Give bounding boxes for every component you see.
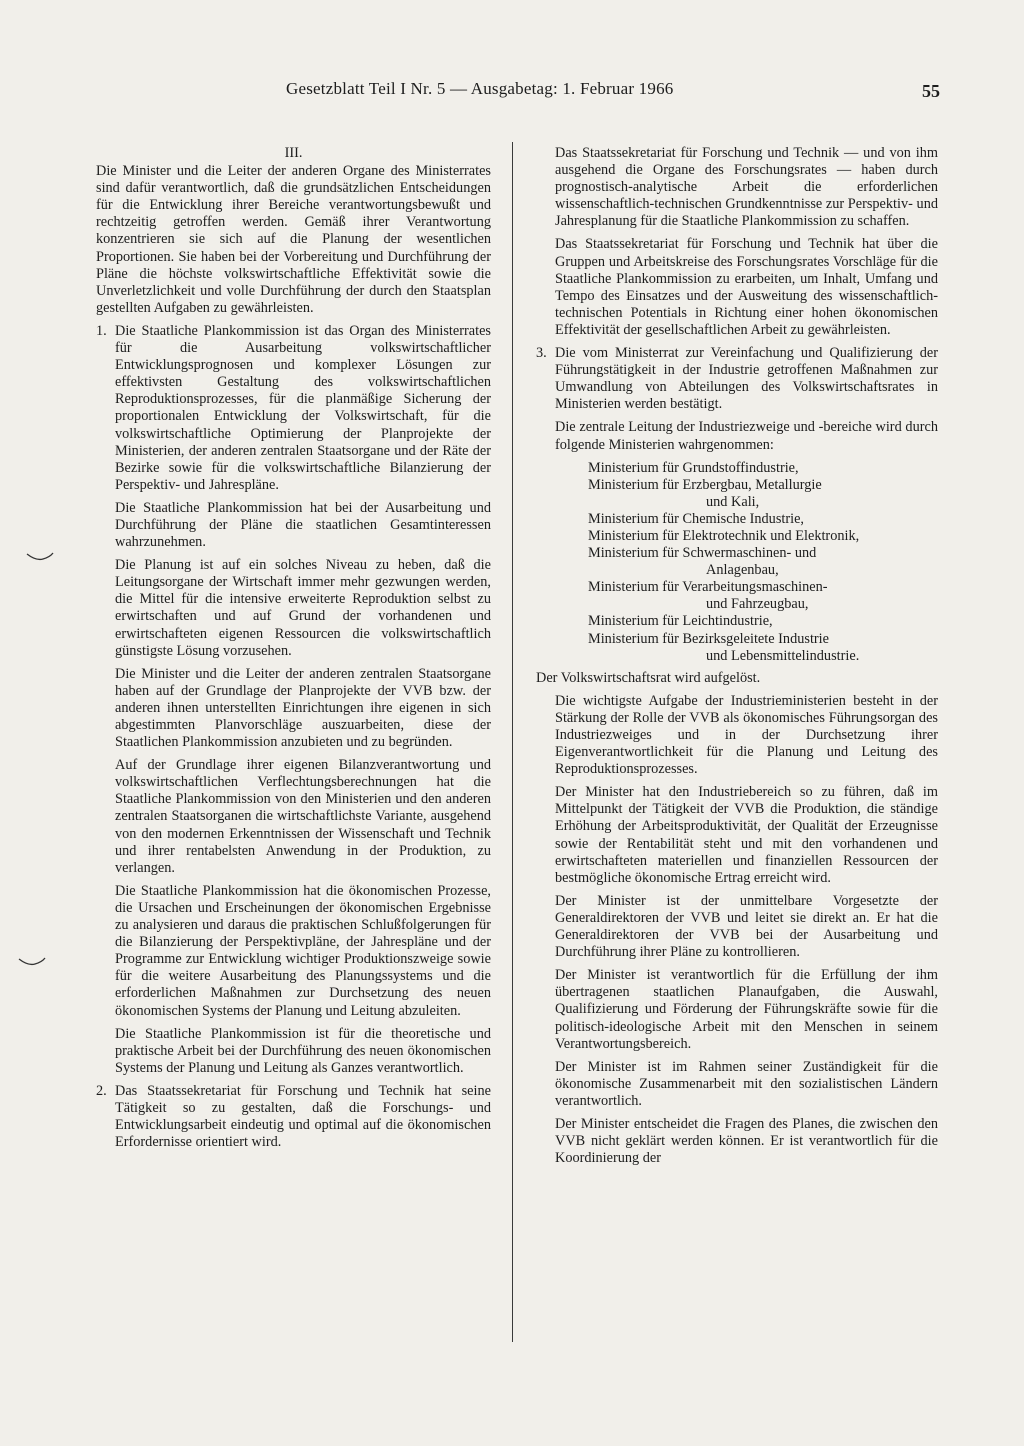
- paragraph: Der Minister ist im Rahmen seiner Zuständigkeit für die ökonomische Zusammenarbeit mit den sozialistischen Ländern verantwortlich.: [555, 1058, 938, 1109]
- margin-check-mark-icon: [26, 552, 54, 562]
- paragraph: Der Minister entscheidet die Fragen des Planes, die zwischen den VVB nicht geklärt werden können. Er ist verantwortlich für die Koordinierung der: [555, 1115, 938, 1167]
- paragraph: Die Planung ist auf ein solches Niveau zu heben, daß die Leitungsorgane der Wirtschaft immer mehr gezwungen werden, die Mittel für die intensive erweiterte Reproduktion selbst zu erwirtschaften und auf Grund der vorhandenen und erwirtschafteten eigenen Ressourcen die volkswirtschaftlich günstigste Lösung vorzusehen.: [115, 557, 491, 659]
- ministry-line: und Fahrzeugbau,: [706, 596, 809, 613]
- page-number: 55: [922, 81, 940, 101]
- paragraph: Die Minister und die Leiter der anderen zentralen Staatsorgane haben auf der Grundlage der Planprojekte der VVB bzw. der anderen ihnen unterstellten Einrichtungen ihre eigenen in sich abgestimmten Planvorschläge auszuarbeiten, diese der Staatlichen Plankommission anzubieten und zu begründen.: [115, 665, 491, 751]
- paragraph: Das Staatssekretariat für Forschung und Technik hat über die Gruppen und Arbeitskreise des Forschungsrates Vorschläge für die Staatliche Plankommission zu erarbeiten, um Inhalt, Umfang und Tempo des Einsatzes und der Ausweitung des wissenschaftlich-technischen Potentials in Richtung einer hohen ökonomischen Effektivität der gesellschaftlichen Arbeit zu gewährleisten.: [555, 236, 938, 338]
- ministry-line: und Kali,: [706, 493, 760, 510]
- ministry-line: Ministerium für Bezirksgeleitete Industrie: [588, 630, 829, 647]
- paragraph: Der Minister hat den Industriebereich so zu führen, daß im Mittelpunkt der Tätigkeit der VVB die Produktion, die ständige Erhöhung der Arbeitsproduktivität, der Qualität der Erzeugnisse sowie der Rentabilität steht und mit den vorhandenen und erwirtschafteten materiellen und finanziellen Ressourcen der bestmögliche ökonomische Ertrag erreicht wird.: [555, 784, 938, 886]
- section-intro: Die Minister und die Leiter der anderen Organe des Ministerrates sind dafür verantwortlich, daß die grundsätzlichen Entscheidungen für die Entwicklung ihrer Bereiche verantwortungsbewußt und rechtzeitig getroffen werden. Gemäß ihrer Verantwortung konzentrieren sie sich auf die Planung der wesentlichen Proportionen. Sie haben bei der Vorbereitung und Durchführung der Pläne die höchste volkswirtschaftliche Effektivität sowie die Unverletzlichkeit und volle Durchführung der durch den Staatsplan gestellten Aufgaben zu gewährleisten.: [96, 163, 491, 316]
- paragraph: Die Staatliche Plankommission ist für die theoretische und praktische Arbeit bei der Durchführung des neuen ökonomischen Systems der Planung und Leitung als Ganzes verantwortlich.: [115, 1025, 491, 1076]
- ministry-line: Ministerium für Leichtindustrie,: [588, 613, 773, 630]
- ministry-line: und Lebensmittelindustrie.: [706, 647, 860, 664]
- paragraph: Die zentrale Leitung der Industriezweige und -bereiche wird durch folgende Ministerien wahrgenommen:: [555, 419, 938, 453]
- ministry-line: Ministerium für Verarbeitungsmaschinen-: [588, 579, 828, 596]
- paragraph: Das Staatssekretariat für Forschung und Technik — und von ihm ausgehend die Organe des Forschungsrates — haben durch prognostisch-analytische Arbeit die erforderlichen wissenschaftlich-technischen Grundkenntnisse zur Perspektiv- und Jahresplanung für die Staatliche Plankommission zu schaffen.: [555, 145, 938, 230]
- list-item-number: 2.: [96, 1082, 107, 1099]
- paragraph: Die Staatliche Plankommission hat die ökonomischen Prozesse, die Ursachen und Erscheinungen der ökonomischen Ergebnisse zu analysieren und daraus die praktischen Schlußfolgerungen für die Bilanzierung der Perspektivpläne, der Jahrespläne und der Programme zur Entwicklung wichtiger Produktionszweige sowie für die weitere Ausarbeitung des Planungssystems und die erforderlichen Maßnahmen zur Durchsetzung des neuen ökonomischen Systems der Planung und Leitung abzuleiten.: [115, 882, 491, 1019]
- ministry-line: Ministerium für Erzbergbau, Metallurgie: [588, 476, 822, 493]
- paragraph: Die wichtigste Aufgabe der Industrieministerien besteht in der Stärkung der Rolle der VVB als ökonomisches Führungsorgan des Industriezweiges und in der Durchsetzung ihrer Eigenverantwortlichkeit für die Planung und Leitung des Reproduktionsprozesses.: [555, 692, 938, 778]
- right-column: [536, 145, 938, 1173]
- section-heading: III.: [284, 145, 303, 161]
- list-item-1: [96, 323, 491, 494]
- list-item-2: [96, 1083, 491, 1151]
- list-item-number: 1.: [96, 322, 107, 339]
- list-item-text: Das Staatssekretariat für Forschung und Technik hat seine Tätigkeit so zu gestalten, daß die Forschungs- und Entwicklungsarbeit eindeutig und optimal auf die ökonomischen Erfordernisse orientiert wird.: [115, 1082, 491, 1151]
- left-column: [96, 145, 491, 1157]
- list-item-number: 3.: [536, 345, 547, 362]
- ministry-line: Ministerium für Grundstoffindustrie,: [588, 459, 799, 476]
- paragraph: Der Minister ist verantwortlich für die Erfüllung der ihm übertragenen staatlichen Planaufgaben, die Auswahl, Qualifizierung und Förderung der Führungskräfte sowie für die politisch-ideologische Arbeit mit den Menschen in seinem Verantwortungsbereich.: [555, 967, 938, 1052]
- page-header: [286, 79, 966, 105]
- list-item-3: [536, 345, 938, 413]
- paragraph: Auf der Grundlage ihrer eigenen Bilanzverantwortung und volkswirtschaftlichen Verflechtungsberechnungen hat die Staatliche Plankommission von den Ministerien und den anderen zentralen Staatsorganen die wirtschaftlichste Variante, ausgehend von den modernen Erkenntnissen der Wissenschaft und Technik und ihrer rentabelsten Anwendung in der Produktion, zu verlangen.: [115, 757, 491, 876]
- paragraph: Die Staatliche Plankommission hat bei der Ausarbeitung und Durchführung der Pläne die staatlichen Gesamtinteressen wahrzunehmen.: [115, 499, 491, 551]
- ministries-list: [588, 460, 938, 665]
- ministry-line: Ministerium für Schwermaschinen- und: [588, 545, 817, 562]
- header-title: Gesetzblatt Teil I Nr. 5 — Ausgabetag: 1. Februar 1966: [286, 79, 674, 98]
- margin-check-mark-icon: [18, 957, 46, 967]
- ministry-line: Anlagenbau,: [706, 562, 779, 579]
- ministry-line: Ministerium für Elektrotechnik und Elektronik,: [588, 527, 860, 544]
- paragraph: Der Minister ist der unmittelbare Vorgesetzte der Generaldirektoren der VVB und leitet sie direkt an. Er hat die Generaldirektoren der VVB bei der Ausarbeitung und Durchführung ihrer Pläne zu kontrollieren.: [555, 892, 938, 961]
- paragraph: Der Volkswirtschaftsrat wird aufgelöst.: [536, 669, 761, 686]
- list-item-text: Die Staatliche Plankommission ist das Organ des Ministerrates für die Ausarbeitung volkswirtschaftlicher Entwicklungsprognosen und komplexer Lösungen zur effektivsten Gestaltung des volkswirtschaftlichen Reproduktionsprozesses, für die planmäßige Sicherung der proportionalen Entwicklung der Volkswirtschaft, für die volkswirtschaftliche Optimierung der Planprojekte der Ministerien, der anderen zentralen Staatsorgane und der Räte der Bezirke sowie für die volkswirtschaftliche Bilanzierung der Perspektiv- und Jahrespläne.: [115, 322, 491, 493]
- list-item-text: Die vom Ministerrat zur Vereinfachung und Qualifizierung der Führungstätigkeit in der Industrie getroffenen Maßnahmen zur Umwandlung von Abteilungen des Volkswirtschaftsrates in Ministerien werden bestätigt.: [555, 345, 938, 413]
- ministry-line: Ministerium für Chemische Industrie,: [588, 510, 805, 527]
- column-divider: [512, 142, 513, 1342]
